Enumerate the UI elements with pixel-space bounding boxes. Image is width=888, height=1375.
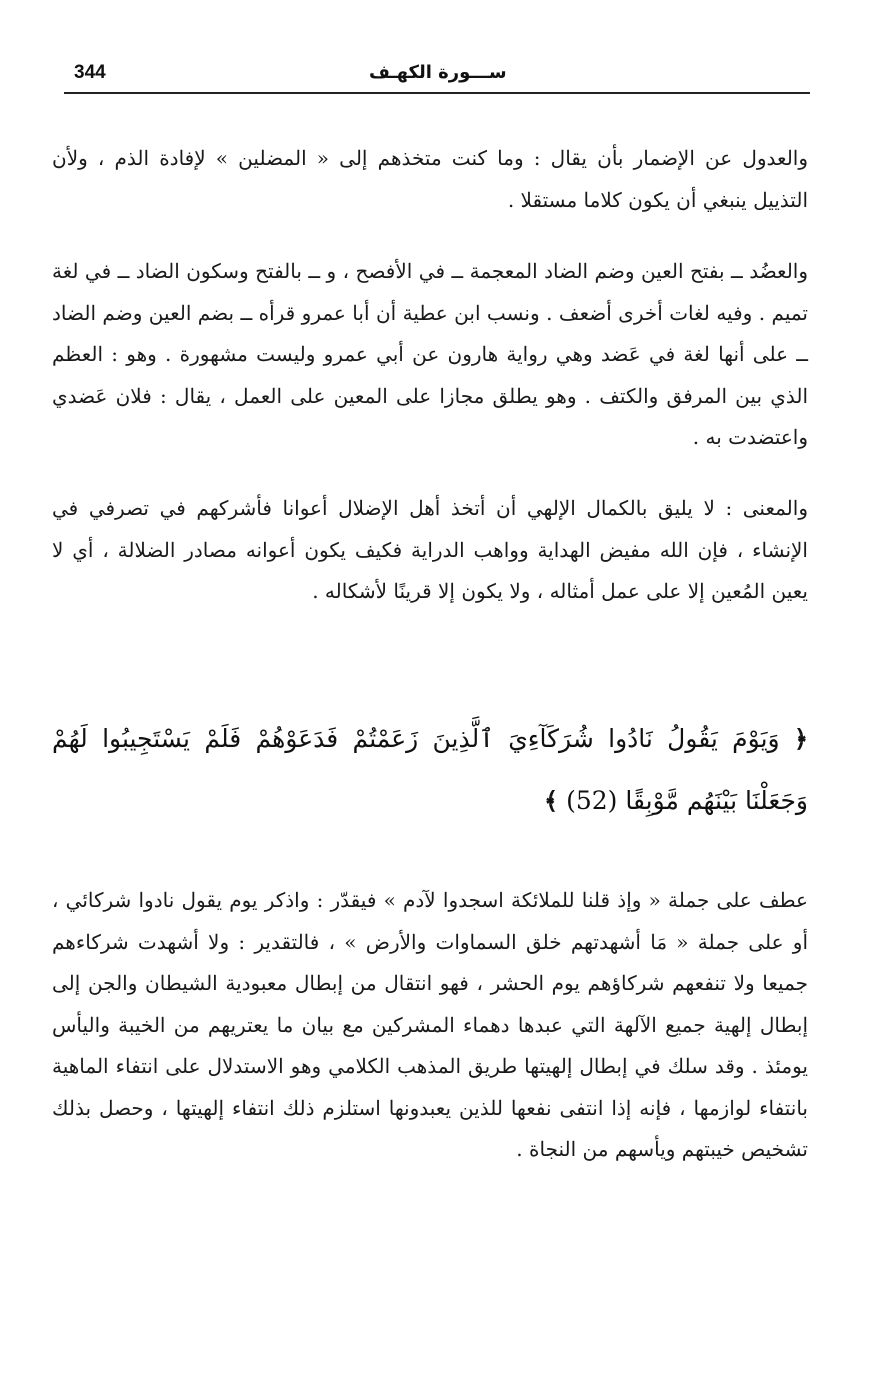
paragraph-1: والعدول عن الإضمار بأن يقال : وما كنت متخذهم إلى « المضلين » لإفادة الذم ، ولأن التذييل ينبغي أن يكون كلاما مستقلا . <box>52 146 808 212</box>
quran-verse <box>52 708 808 832</box>
verse-open-bracket: ﴿ <box>793 724 808 753</box>
verse-text: وَيَوْمَ يَقُولُ نَادُوا شُرَكَآءِيَ ٱلَّذِينَ زَعَمْتُمْ فَدَعَوْهُمْ فَلَمْ يَسْتَجِيبُوا لَهُمْ وَجَعَلْنَا بَيْنَهُم مَّوْبِقًا (52) <box>52 724 808 815</box>
page-number: 344 <box>74 62 106 83</box>
header-rule <box>64 92 810 94</box>
verse-close-bracket: ﴾ <box>544 786 559 815</box>
page-header <box>64 60 810 94</box>
paragraph-2: والعضُد ــ بفتح العين وضم الضاد المعجمة ــ في الأفصح ، و ــ بالفتح وسكون الضاد ــ في لغة تميم . وفيه لغات أخرى أضعف . ونسب ابن عطية أن أبا عمرو قرأه ــ بضم العين وضم الضاد ــ على أنها لغة في عَضد وهي رواية هارون عن أبي عمرو وليست مشهورة . وهو : العظم الذي بين المرفق والكتف . وهو يطلق مجازا على المعين على العمل ، يقال : فلان عَضدي واعتضدت به . <box>52 259 809 449</box>
paragraph-3: والمعنى : لا يليق بالكمال الإلهي أن أتخذ أهل الإضلال أعوانا فأشركهم في تصرفي في الإنشاء ، فإن الله مفيض الهداية وواهب الدراية فكيف يكون أعوانه مصادر الضلالة ، أي لا يعين المُعين إلا على عمل أمثاله ، ولا يكون إلا قرينًا لأشكاله . <box>52 496 808 603</box>
paragraph-4: عطف على جملة « وإذ قلنا للملائكة اسجدوا لآدم » فيقدّر : واذكر يوم يقول نادوا شركائي ، أو على جملة « مَا أشهدتهم خلق السماوات والأرض » ، فالتقدير : ولا أشهدت شركاءهم جميعا ولا تنفعهم شركاؤهم يوم الحشر ، فهو انتقال من إبطال معبودية الشيطان والجن إلى إبطال إلهية جميع الآلهة التي عبدها دهماء المشركين مع بيان ما يعتريهم من الخيبة واليأس يومئذ . وقد سلك في إبطال إلهيتها طريق المذهب الكلامي وهو الاستدلال على انتفاء الماهية بانتفاء لوازمها ، فإنه إذا انتفى نفعها للذين يعبدونها استلزم ذلك انتفاء إلهيتها ، وحصل بذلك تشخيص خيبتهم ويأسهم من النجاة . <box>52 888 808 1161</box>
running-title: ســـورة الكهـف <box>369 62 507 83</box>
